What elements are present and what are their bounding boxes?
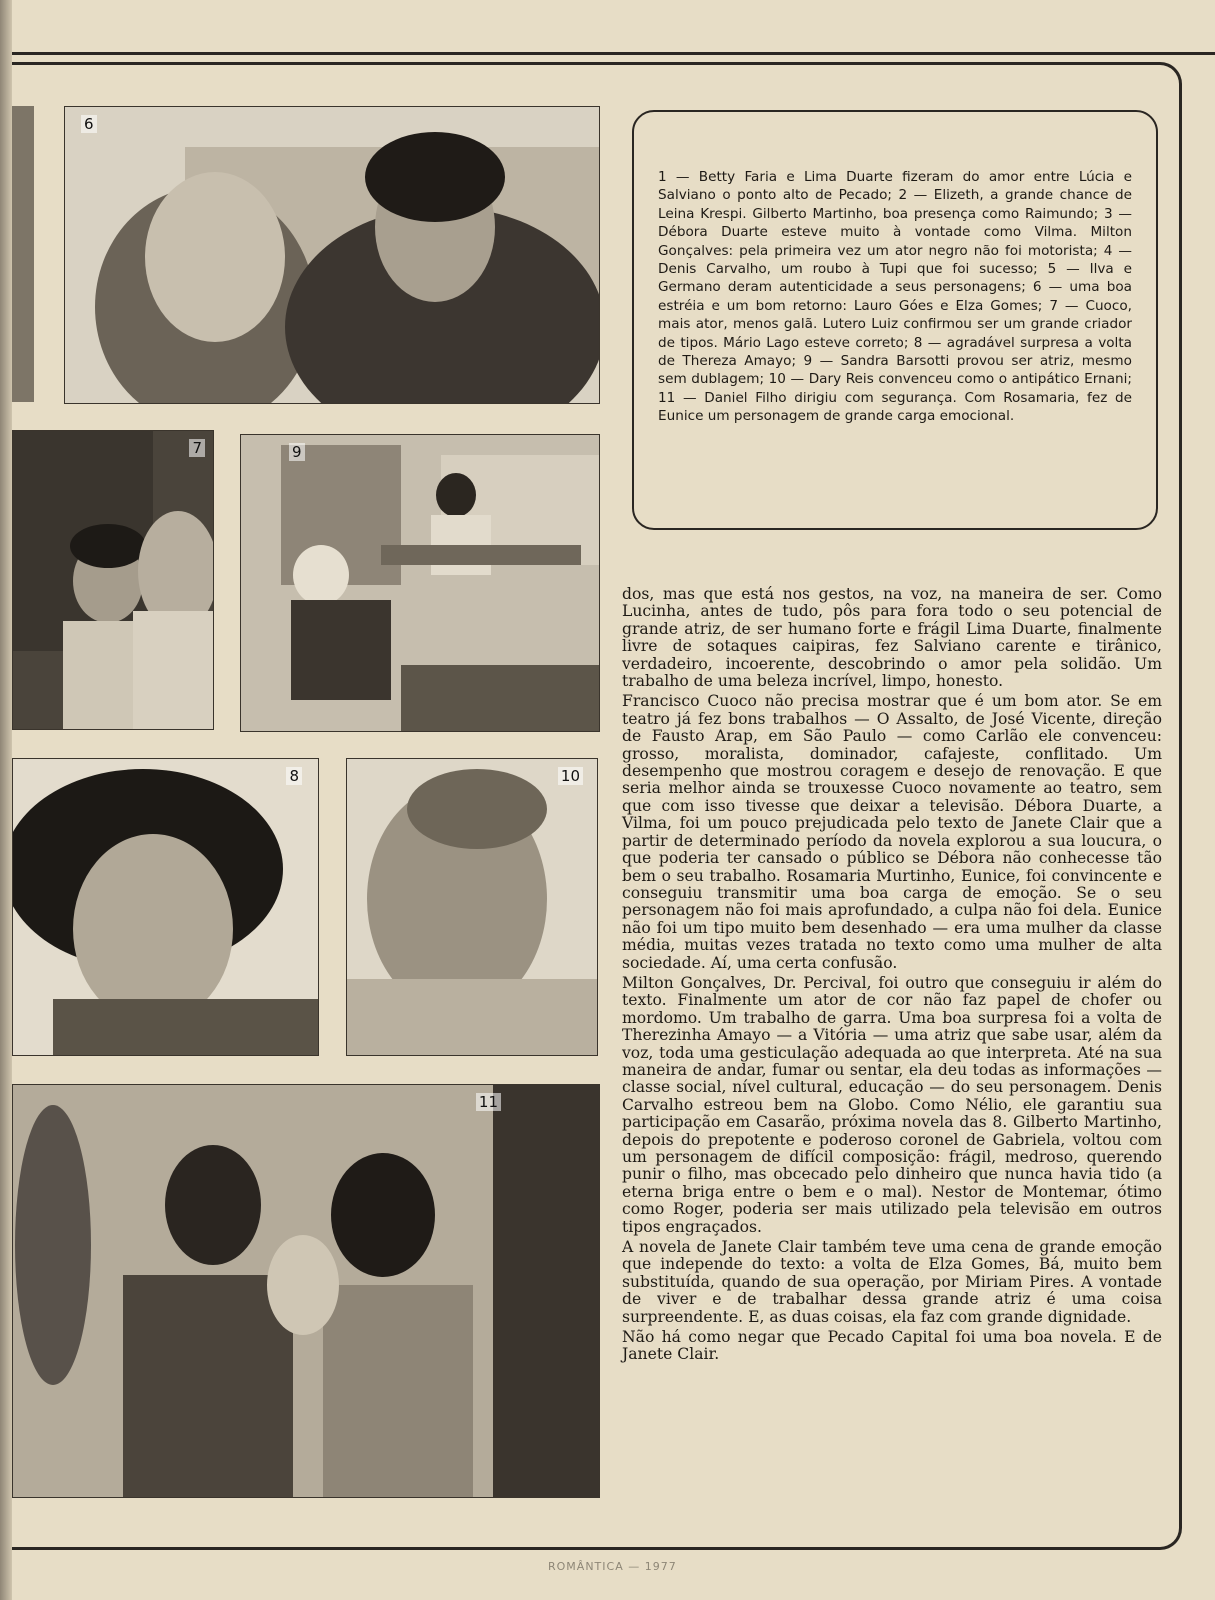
- photo-number: 11: [476, 1093, 501, 1111]
- photo-9: [240, 434, 600, 732]
- photo-captions-text: 1 — Betty Faria e Lima Duarte fizeram do amor entre Lúcia e Salviano o ponto alto de Pecado; 2 — Elizeth, a grande chance de Leina Krespi. Gilberto Martinho, boa presença como Raimundo; 3 — Débora Duarte esteve muito à vontade como Vilma. Milton Gonçalves: pela primeira vez um ator negro não foi motorista; 4 — Denis Carvalho, um roubo à Tupi que foi sucesso; 5 — Ilva e Germano deram autenticidade a seus personagens; 6 — uma boa estréia e um bom retorno: Lauro Góes e Elza Gomes; 7 — Cuoco, mais ator, menos galã. Lutero Luiz confirmou ser um grande criador de tipos. Mário Lago esteve correto; 8 — agradável surpresa a volta de Thereza Amayo; 9 — Sandra Barsotti provou ser atriz, mesmo sem dublagem; 10 — Dary Reis convenceu como o antipático Ernani; 11 — Daniel Filho dirigiu com segurança. Com Rosamaria, fez de Eunice um personagem de grande carga emocional.: [658, 169, 1132, 425]
- photo-8: [12, 758, 319, 1056]
- photo-captions-box: [632, 110, 1158, 530]
- article-paragraph: Não há como negar que Pecado Capital foi uma boa novela. E de Janete Clair.: [622, 1328, 1162, 1364]
- photo-10: [346, 758, 598, 1056]
- top-rule: [12, 52, 1215, 55]
- photo-7-illustration: [13, 431, 213, 729]
- article-paragraph: Milton Gonçalves, Dr. Percival, foi outro que conseguiu ir além do texto. Finalmente um ator de cor não faz papel de chofer ou mordomo. Um trabalho de garra. Uma boa surpresa foi a volta de Therezinha Amayo — a Vitória — uma atriz que sabe usar, além da voz, toda uma gesticulação adequada ao que interpreta. Até na sua maneira de andar, fumar ou sentar, ela deu todas as informações — classe social, nível cultural, educação — do seu personagem. Denis Carvalho estreou bem na Globo. Como Nélio, ele garantiu sua participação em Casarão, próxima novela das 8. Gilberto Martinho, depois do prepotente e poderoso coronel de Gabriela, voltou com um personagem de difícil composição: frágil, medroso, querendo punir o filho, mas obcecado pelo dinheiro que nunca havia tido (a eterna briga entre o bem e o mal). Nestor de Montemar, ótimo como Roger, poderia ser mais utilizado pela televisão em outros tipos engraçados.: [622, 973, 1162, 1236]
- page-footer: ROMÂNTICA — 1977: [548, 1560, 677, 1573]
- photo-6-illustration: [65, 107, 599, 403]
- article-paragraph: Francisco Cuoco não precisa mostrar que é um bom ator. Se em teatro já fez bons trabalhos — O Assalto, de José Vicente, direção de Fausto Arap, em São Paulo — como Carlão ele convenceu: grosso, moralista, dominador, cafajeste, conflitado. Um desempenho que mostrou coragem e desejo de renovação. E que seria melhor ainda se trouxesse Cuoco novamente ao teatro, sem que com isso tivesse que deixar a televisão. Débora Duarte, a Vilma, foi um pouco prejudicada pelo texto de Janete Clair que a partir de determinado período da novela explorou a sua loucura, o que poderia ter cansado o público se Débora não conhecesse tão bem o seu trabalho. Rosamaria Murtinho, Eunice, foi convincente e conseguiu transmitir uma boa carga de emoção. Se o seu personagem não foi mais aprofundado, a culpa não foi dela. Eunice não foi um tipo muito bem desenhado — era uma mulher da classe média, muitas vezes tratada no texto como uma mulher de alta sociedade. Aí, uma certa confusão.: [622, 692, 1162, 972]
- photo-6: [64, 106, 600, 404]
- page-spine: [0, 0, 12, 1600]
- photo-11: [12, 1084, 600, 1498]
- photo-number: 7: [189, 439, 205, 457]
- article-body: [622, 586, 1162, 1367]
- photo-10-illustration: [347, 759, 597, 1055]
- article-paragraph: A novela de Janete Clair também teve uma cena de grande emoção que independe do texto: a volta de Elza Gomes, Bá, muito bem substituída, quando de sua operação, por Miriam Pires. A vontade de viver e de trabalhar dessa grande atriz é uma coisa surpreendente. E, as duas coisas, ela faz com grande dignidade.: [622, 1238, 1162, 1326]
- photo-number: 10: [558, 767, 583, 785]
- photo-8-illustration: [13, 759, 318, 1055]
- photo-9-illustration: [241, 435, 599, 731]
- photo-number: 6: [81, 115, 97, 133]
- photo-7: [12, 430, 214, 730]
- left-edge-photo-strip: [12, 106, 34, 402]
- article-paragraph: dos, mas que está nos gestos, na voz, na maneira de ser. Como Lucinha, antes de tudo, pôs para fora todo o seu potencial de grande atriz, de ser humano forte e frágil Lima Duarte, finalmente livre de sotaques caipiras, fez Salviano carente e tirânico, verdadeiro, incoerente, descobrindo o amor pela solidão. Um trabalho de uma beleza incrível, limpo, honesto.: [622, 585, 1162, 691]
- photo-number: 9: [289, 443, 305, 461]
- photo-11-illustration: [13, 1085, 599, 1497]
- photo-number: 8: [286, 767, 302, 785]
